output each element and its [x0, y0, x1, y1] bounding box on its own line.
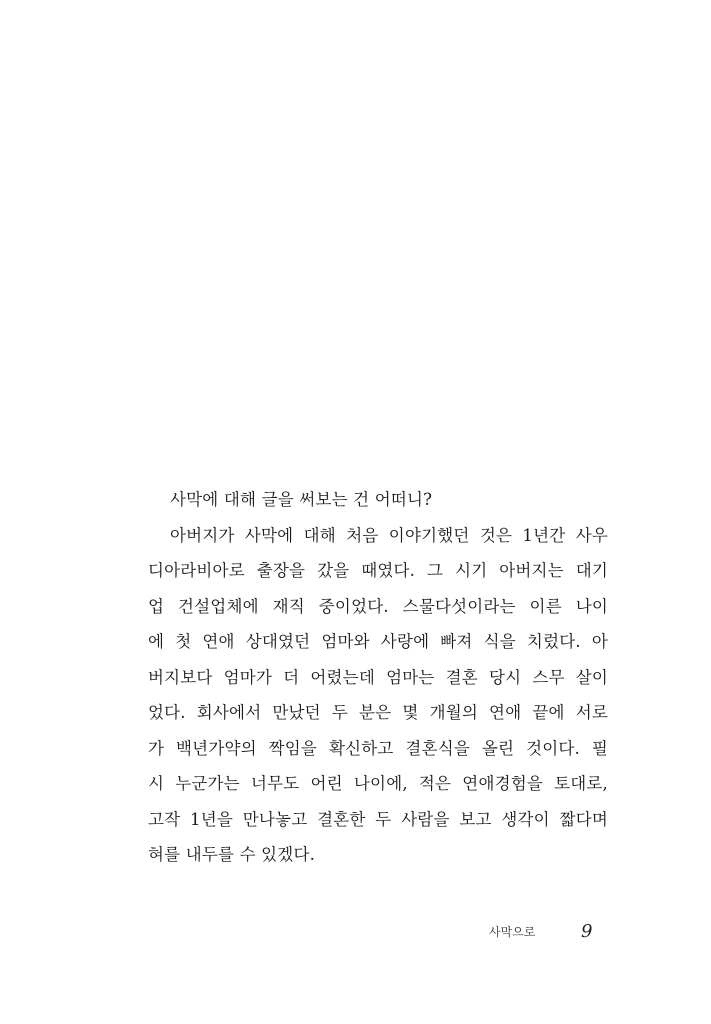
text-line: 디아라비아로 출장을 갔을 때였다. 그 시기 아버지는 대기	[148, 561, 608, 580]
running-title: 사막으로	[489, 925, 536, 939]
text-line: 었다. 회사에서 만났던 두 분은 몇 개월의 연애 끝에 서로	[148, 703, 608, 722]
text-line: 버지보다 엄마가 더 어렸는데 엄마는 결혼 당시 스무 살이	[148, 667, 608, 687]
page-footer	[0, 920, 711, 950]
text-line: 시 누군가는 너무도 어린 나이에, 적은 연애경험을 토대로,	[148, 774, 608, 793]
text-line: 아버지가 사막에 대해 처음 이야기했던 것은 1년간 사우	[170, 525, 608, 545]
page-number: 9	[581, 921, 593, 942]
text-line: 고작 1년을 만나놓고 결혼한 두 사람을 보고 생각이 짧다며	[148, 809, 608, 829]
body-text	[148, 482, 608, 873]
text-line: 가 백년가약의 짝임을 확신하고 결혼식을 올린 것이다. 필	[148, 738, 608, 758]
text-line: 사막에 대해 글을 써보는 건 어떠니?	[170, 490, 433, 509]
text-line: 에 첫 연애 상대였던 엄마와 사랑에 빠져 식을 치렀다. 아	[148, 632, 608, 651]
text-line: 혀를 내두를 수 있겠다.	[148, 845, 316, 864]
text-line: 업 건설업체에 재직 중이었다. 스물다섯이라는 이른 나이	[148, 596, 608, 616]
